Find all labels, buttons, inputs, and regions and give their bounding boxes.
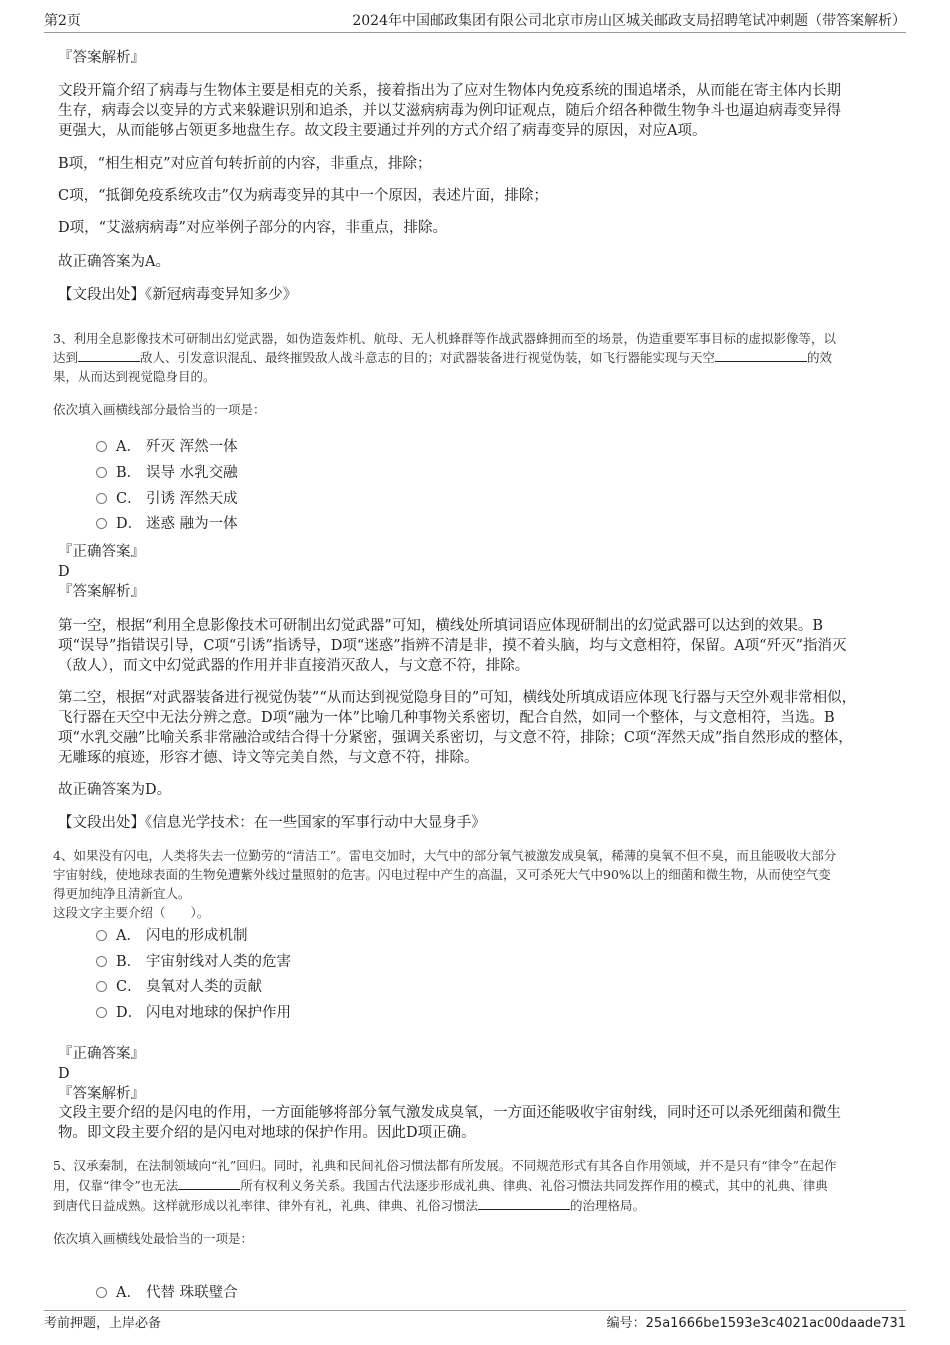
code-label: 编号：	[606, 1316, 646, 1331]
q3-analysis-p2-line-4: 无雕琢的痕迹，形容才德、诗文等完美自然，与文意不符，排除。	[58, 750, 479, 766]
option-text: 误导 水乳交融	[146, 465, 238, 481]
q3-analysis-p2-line-1: 第二空，根据“对武器装备进行视觉伪装”“从而达到视觉隐身目的”可知，横线处所填成语应体现飞行器与天空外观非常相似，	[58, 690, 857, 706]
q2-analysis-line-3: 更强大，从而能够占领更多地盘生存。故文段主要通过并列的方式介绍了病毒变异的原因，对应A项。	[58, 123, 707, 139]
option-letter: A．	[116, 439, 141, 455]
radio-icon[interactable]	[96, 930, 107, 941]
q3-analysis-p1-line-3: （敌人），而文中幻觉武器的作用并非直接消灭敌人，与文意不符，排除。	[58, 658, 530, 674]
q3-analysis-p1-line-1: 第一空，根据“利用全息影像技术可研制出幻觉武器”可知，横线处所填词语应体现研制出的幻觉武器可以达到的效果。B	[58, 618, 823, 634]
q2-analysis-line-1: 文段开篇介绍了病毒与生物体主要是相克的关系，接着指出为了应对生物体内免疫系统的围追堵杀，从而能在寄主体内长期	[58, 83, 841, 99]
q5-stem-line-2	[53, 1176, 828, 1195]
radio-icon[interactable]	[96, 1007, 107, 1018]
q3-stem-line-2	[53, 348, 832, 367]
option-text: 迷惑 融为一体	[146, 516, 238, 532]
page-header	[44, 10, 906, 33]
q3-conclusion: 故正确答案为D。	[58, 782, 172, 798]
option-letter: A．	[116, 1285, 141, 1301]
q4-analysis-line-2: 物。即文段主要介绍的是闪电对地球的保护作用。因此D项正确。	[58, 1125, 476, 1141]
q5-stem-text: 的治理格局。	[570, 1198, 646, 1213]
fill-blank-2	[478, 1197, 570, 1210]
q2-option-b-analysis: B项，“相生相克”对应首句转折前的内容，非重点，排除；	[58, 156, 432, 172]
q2-source: 【文段出处】《新冠病毒变异知多少》	[58, 287, 298, 303]
code-value: 25a1666be1593e3c4021ac00daade731	[645, 1316, 906, 1331]
option-text: 闪电的形成机制	[146, 928, 248, 944]
q3-answer: D	[58, 564, 70, 580]
q4-option-c[interactable]	[96, 977, 262, 997]
q5-option-a[interactable]	[96, 1283, 238, 1303]
q3-stem-text: 的效	[807, 350, 833, 365]
option-text: 歼灭 浑然一体	[146, 439, 238, 455]
fill-blank-2	[715, 349, 807, 362]
q3-analysis-label: 『答案解析』	[58, 584, 145, 600]
q3-analysis-p2-line-3: 项“水乳交融”比喻关系非常融洽或结合得十分紧密，强调关系密切，与文意不符，排除；C项“浑然天成”指自然形成的整体，	[58, 730, 853, 746]
q3-prompt: 依次填入画横线部分最恰当的一项是：	[53, 402, 266, 417]
radio-icon[interactable]	[96, 518, 107, 529]
q4-option-a[interactable]	[96, 926, 248, 946]
q5-stem-line-3	[53, 1196, 645, 1215]
q5-stem-line-1: 5、汉承秦制，在法制领域向“礼”回归。同时，礼典和民间礼俗习惯法都有所发展。不同规范形式有其各自作用领域，并不是只有“律令”在起作	[53, 1158, 837, 1173]
q3-analysis-p1-line-2: 项“误导”指错误引导，C项“引诱”指诱导，D项“迷惑”指辨不清是非，摸不着头脑，均与文意相符，保留。A项“歼灭”指消灭	[58, 638, 847, 654]
q3-option-b[interactable]	[96, 463, 238, 483]
radio-icon[interactable]	[96, 981, 107, 992]
q4-option-b[interactable]	[96, 952, 291, 972]
radio-icon[interactable]	[96, 467, 107, 478]
option-letter: C．	[116, 491, 142, 507]
q3-correct-label: 『正确答案』	[58, 544, 145, 560]
q2-analysis-line-2: 生存，病毒会以变异的方式来躲避识别和追杀，并以艾滋病病毒为例印证观点，随后介绍各种微生物争斗也逼迫病毒变异得	[58, 103, 841, 119]
document-code	[607, 1313, 906, 1335]
q3-stem-line-1: 3、利用全息影像技术可研制出幻觉武器，如伪造轰炸机、航母、无人机蜂群等作战武器蜂拥而至的场景，伪造重要军事目标的虚拟影像等，以	[53, 331, 836, 346]
option-text: 臭氧对人类的贡献	[146, 979, 262, 995]
q4-answer: D	[58, 1066, 70, 1082]
page-footer	[44, 1310, 906, 1335]
q2-option-d-analysis: D项，“艾滋病病毒”对应举例子部分的内容，非重点，排除。	[58, 220, 447, 236]
q5-prompt: 依次填入画横线处最恰当的一项是：	[53, 1231, 254, 1246]
q4-stem-line-2: 宇宙射线，使地球表面的生物免遭紫外线过量照射的危害。闪电过程中产生的高温，又可杀死大气中90%以上的细菌和微生物，从而使空气变	[53, 867, 831, 882]
q4-stem-line-3: 得更加纯净且清新宜人。	[53, 886, 191, 901]
q4-option-d[interactable]	[96, 1003, 291, 1023]
option-letter: D．	[116, 516, 143, 532]
q3-option-a[interactable]	[96, 437, 238, 457]
q3-analysis-p2-line-2: 飞行器在天空中无法分辨之意。D项“融为一体”比喻几种事物关系密切，配合自然，如同一个整体，与文意相符，当选。B	[58, 710, 835, 726]
q2-conclusion: 故正确答案为A。	[58, 254, 170, 270]
document-title: 2024年中国邮政集团有限公司北京市房山区城关邮政支局招聘笔试冲刺题（带答案解析）	[352, 13, 906, 29]
option-text: 宇宙射线对人类的危害	[146, 954, 291, 970]
q3-source: 【文段出处】《信息光学技术：在一些国家的军事行动中大显身手》	[58, 815, 486, 831]
q3-stem-text: 敌人、引发意识混乱、最终摧毁敌人战斗意志的目的；对武器装备进行视觉伪装，如飞行器能实现与天空	[140, 350, 716, 365]
q2-option-c-analysis: C项，“抵御免疫系统攻击”仅为病毒变异的其中一个原因，表述片面，排除；	[58, 188, 548, 204]
fill-blank-1	[78, 349, 140, 362]
radio-icon[interactable]	[96, 956, 107, 967]
q3-option-d[interactable]	[96, 514, 238, 534]
radio-icon[interactable]	[96, 441, 107, 452]
q5-stem-text: 用，仅靠“律令”也无法	[53, 1178, 179, 1193]
q3-stem-text: 达到	[53, 350, 79, 365]
q2-analysis-label: 『答案解析』	[58, 50, 145, 66]
fill-blank-1	[178, 1177, 240, 1190]
radio-icon[interactable]	[96, 1287, 107, 1298]
q4-analysis-line-1: 文段主要介绍的是闪电的作用，一方面能够将部分氧气激发成臭氧，一方面还能吸收宇宙射线，同时还可以杀死细菌和微生	[58, 1105, 841, 1121]
q3-option-c[interactable]	[96, 489, 238, 509]
option-letter: A．	[116, 928, 141, 944]
option-text: 代替 珠联璧合	[146, 1285, 238, 1301]
option-letter: B．	[116, 465, 142, 481]
footer-slogan: 考前押题，上岸必备	[44, 1316, 162, 1331]
page-number: 第2页	[44, 13, 81, 29]
q4-stem-line-1: 4、如果没有闪电，人类将失去一位勤劳的“清洁工”。雷电交加时，大气中的部分氧气被激发成臭氧，稀薄的臭氧不但不臭，而且能吸收大部分	[53, 848, 837, 863]
q4-correct-label: 『正确答案』	[58, 1046, 145, 1062]
q5-stem-text: 到唐代日益成熟。这样就形成以礼率律、律外有礼，礼典、律典、礼俗习惯法	[53, 1198, 479, 1213]
q4-analysis-label: 『答案解析』	[58, 1086, 145, 1102]
q3-stem-line-3: 果，从而达到视觉隐身目的。	[53, 369, 216, 384]
option-text: 闪电对地球的保护作用	[146, 1005, 291, 1021]
option-letter: D．	[116, 1005, 143, 1021]
option-letter: C．	[116, 979, 142, 995]
radio-icon[interactable]	[96, 493, 107, 504]
option-text: 引诱 浑然天成	[146, 491, 238, 507]
q5-stem-text: 所有权利义务关系。我国古代法逐步形成礼典、律典、礼俗习惯法共同发挥作用的模式，其中的礼典、律典	[240, 1178, 828, 1193]
q4-prompt: 这段文字主要介绍（ ）。	[53, 905, 210, 920]
option-letter: B．	[116, 954, 142, 970]
